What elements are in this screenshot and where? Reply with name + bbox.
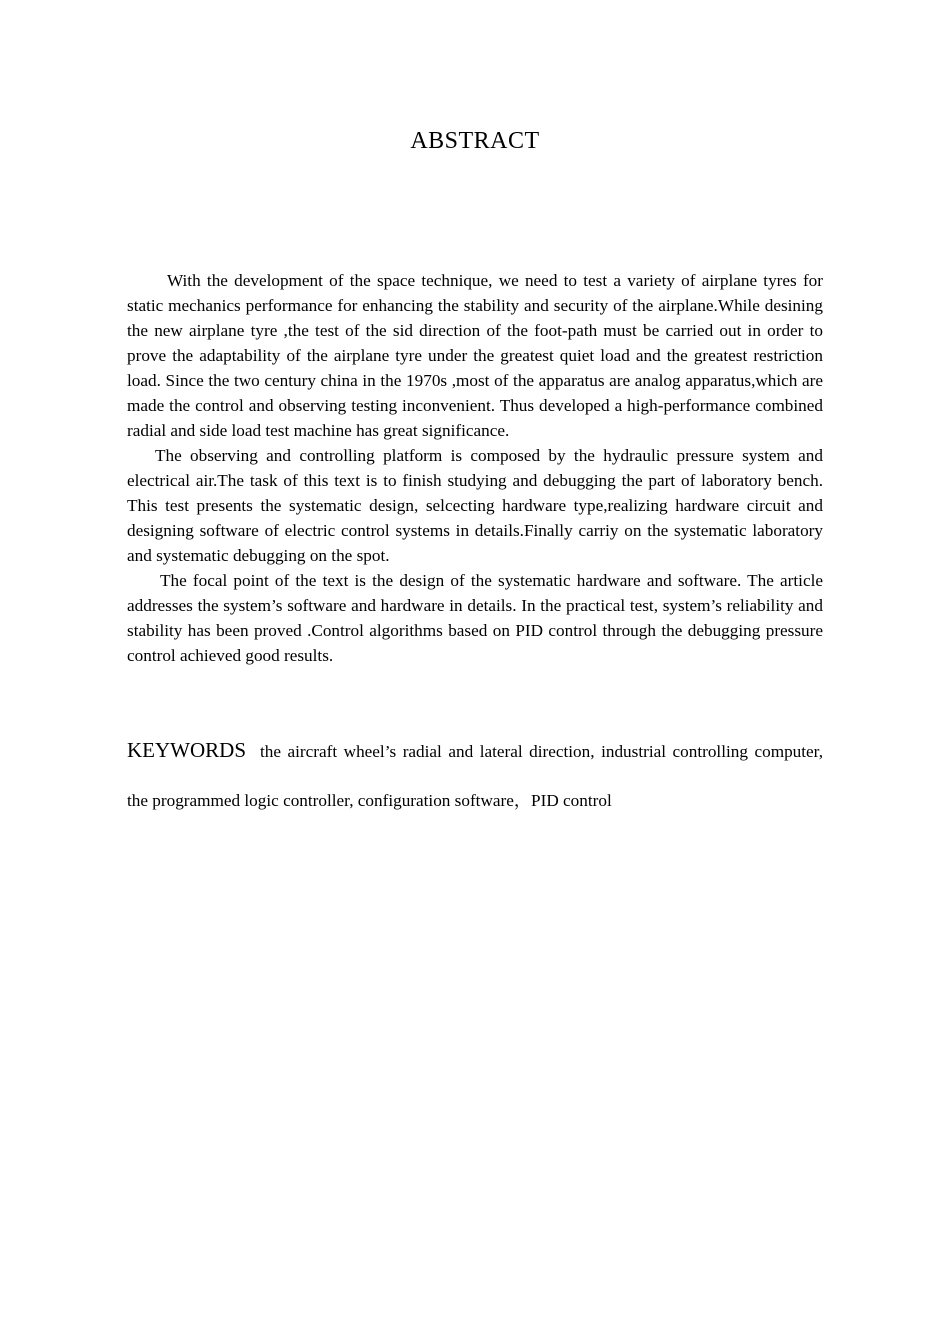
- keywords-text: the aircraft wheel’s radial and lateral direction, industrial controlling computer, the programmed logic controller, configuration software，PID control: [127, 742, 823, 810]
- abstract-title: ABSTRACT: [410, 128, 540, 154]
- keywords-label: KEYWORDS: [127, 738, 246, 762]
- abstract-body: [127, 268, 823, 668]
- abstract-paragraph-3: The focal point of the text is the design of the systematic hardware and software. The article addresses the system’s software and hardware in details. In the practical test, system’s reliability and stability has been proved .Control algorithms based on PID control through the debugging pressure control achieved good results.: [127, 571, 823, 665]
- abstract-paragraph-1: With the development of the space technique, we need to test a variety of airplane tyres for static mechanics performance for enhancing the stability and security of the airplane.While desining the new airplane tyre ,the test of the sid direction of the foot-path must be carried out in order to prove the adaptability of the airplane tyre under the greatest quiet load and the greatest restriction load. Since the two century china in the 1970s ,most of the apparatus are analog apparatus,which are made the control and observing testing inconvenient. Thus developed a high-performance combined radial and side load test machine has great significance.: [127, 271, 823, 440]
- abstract-paragraph-2: The observing and controlling platform is composed by the hydraulic pressure system and electrical air.The task of this text is to finish studying and debugging the part of laboratory bench. This test presents the systematic design, selcecting hardware type,realizing hardware circuit and designing software of electric control systems in details.Finally carriy on the systematic laboratory and systematic debugging on the spot.: [127, 446, 823, 565]
- keywords-section: [127, 726, 823, 825]
